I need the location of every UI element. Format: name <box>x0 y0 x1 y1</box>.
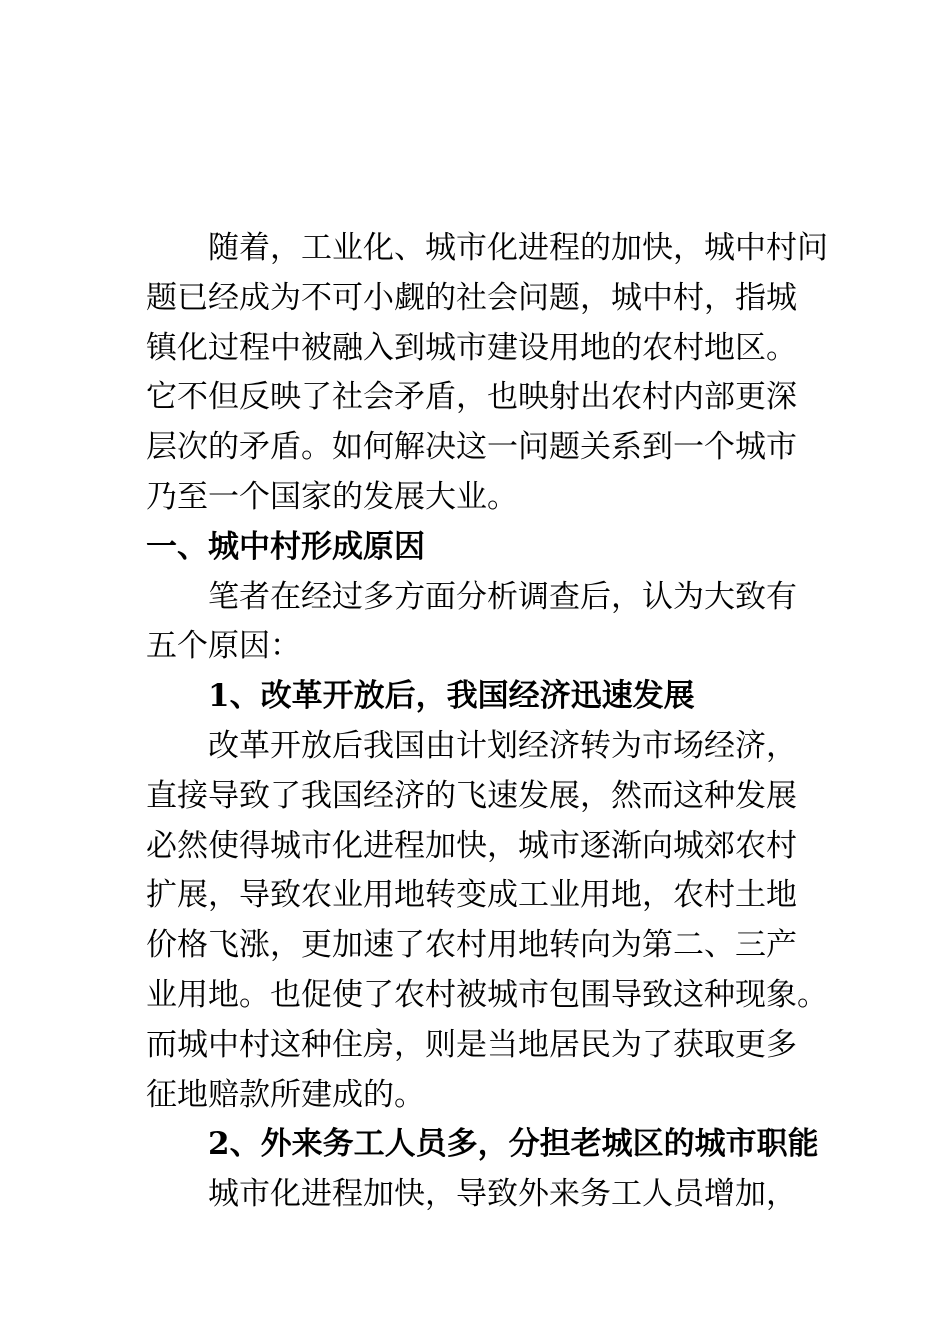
paragraph-line: 而城中村这种住房，则是当地居民为了获取更多 <box>146 1026 797 1063</box>
paragraph-line: 乃至一个国家的发展大业。 <box>146 478 518 515</box>
paragraph-line: 城市化进程加快，导致外来务工人员增加， <box>208 1176 797 1213</box>
subsection-heading: 2、外来务工人员多，分担老城区的城市职能 <box>208 1126 819 1163</box>
paragraph-line: 直接导致了我国经济的飞速发展，然而这种发展 <box>146 777 797 814</box>
paragraph-line: 随着，工业化、城市化进程的加快，城中村问 <box>208 230 828 266</box>
paragraph-line: 它不但反映了社会矛盾，也映射出农村内部更深 <box>146 379 797 416</box>
paragraph-line: 价格飞涨，更加速了农村用地转向为第二、三产 <box>146 927 797 964</box>
document-body <box>146 224 828 1220</box>
paragraph-line: 必然使得城市化进程加快，城市逐渐向城郊农村 <box>146 827 797 864</box>
paragraph-line: 扩展，导致农业用地转变成工业用地，农村土地 <box>146 877 797 914</box>
paragraph-line: 改革开放后我国由计划经济转为市场经济， <box>208 727 797 764</box>
paragraph-line: 镇化过程中被融入到城市建设用地的农村地区。 <box>146 329 797 366</box>
paragraph-line: 笔者在经过多方面分析调查后，认为大致有 <box>208 578 797 615</box>
paragraph-line: 五个原因： <box>146 628 301 665</box>
paragraph-line: 业用地。也促使了农村被城市包围导致这种现象。 <box>146 976 828 1013</box>
subsection-heading: 1、改革开放后，我国经济迅速发展 <box>208 678 695 715</box>
paragraph-line: 层次的矛盾。如何解决这一问题关系到一个城市 <box>146 429 797 466</box>
section-heading: 一、城中村形成原因 <box>146 528 425 565</box>
paragraph-line: 题已经成为不可小觑的社会问题，城中村，指城 <box>146 279 797 316</box>
paragraph-line: 征地赔款所建成的。 <box>146 1076 425 1113</box>
